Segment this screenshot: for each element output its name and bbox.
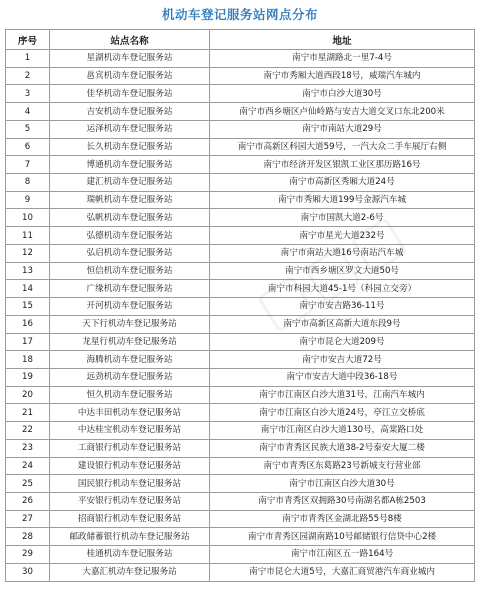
cell-station-name: 广缘机动车登记服务站 bbox=[50, 280, 210, 298]
cell-no: 18 bbox=[6, 351, 50, 369]
cell-no: 22 bbox=[6, 422, 50, 440]
cell-address: 南宁市秀厢大道199号金源汽车城 bbox=[210, 191, 475, 209]
cell-address: 南宁市安吉大道中段36-18号 bbox=[210, 368, 475, 386]
cell-address: 南宁市星湖路北一里7-4号 bbox=[210, 50, 475, 68]
table-row bbox=[6, 528, 475, 546]
cell-no: 6 bbox=[6, 138, 50, 156]
cell-address: 南宁市西乡塘区卢仙岭路与安吉大道交叉口东北200米 bbox=[210, 103, 475, 121]
cell-no: 28 bbox=[6, 528, 50, 546]
cell-no: 17 bbox=[6, 333, 50, 351]
table-row bbox=[6, 67, 475, 85]
table-row bbox=[6, 191, 475, 209]
table-row bbox=[6, 563, 475, 581]
cell-address: 南宁市高新区秀厢大道24号 bbox=[210, 174, 475, 192]
page-title: 机动车登记服务站网点分布 bbox=[161, 7, 318, 22]
cell-station-name: 弘帆机动车登记服务站 bbox=[50, 209, 210, 227]
cell-no: 24 bbox=[6, 457, 50, 475]
cell-station-name: 吉安机动车登记服务站 bbox=[50, 103, 210, 121]
cell-no: 15 bbox=[6, 298, 50, 316]
cell-no: 2 bbox=[6, 67, 50, 85]
table-row bbox=[6, 475, 475, 493]
cell-address: 南宁市昆仑大道5号，大嘉汇商贸港汽车商业城内 bbox=[210, 563, 475, 581]
cell-address: 南宁市江南区白沙大道30号 bbox=[210, 475, 475, 493]
cell-address: 南宁市南站大道16号南站汽车城 bbox=[210, 244, 475, 262]
cell-address: 南宁市科园大道45-1号（科园立交旁） bbox=[210, 280, 475, 298]
cell-station-name: 瑞帆机动车登记服务站 bbox=[50, 191, 210, 209]
cell-address: 南宁市国凯大道2-6号 bbox=[210, 209, 475, 227]
cell-station-name: 邮政储蓄银行机动车登记服务站 bbox=[50, 528, 210, 546]
cell-no: 11 bbox=[6, 227, 50, 245]
table-row bbox=[6, 333, 475, 351]
table-row bbox=[6, 120, 475, 138]
cell-station-name: 天下行机动车登记服务站 bbox=[50, 315, 210, 333]
table-row bbox=[6, 209, 475, 227]
cell-address: 南宁市青秀区民族大道38-2号泰安大厦二楼 bbox=[210, 439, 475, 457]
cell-address: 南宁市安吉路36-11号 bbox=[210, 298, 475, 316]
cell-address: 南宁市青秀区园湖南路10号邮储银行信贷中心2楼 bbox=[210, 528, 475, 546]
table-row bbox=[6, 244, 475, 262]
table-row bbox=[6, 174, 475, 192]
header-no: 序号 bbox=[6, 30, 50, 50]
table-row bbox=[6, 262, 475, 280]
cell-station-name: 建设银行机动车登记服务站 bbox=[50, 457, 210, 475]
cell-no: 20 bbox=[6, 386, 50, 404]
cell-station-name: 恒信机动车登记服务站 bbox=[50, 262, 210, 280]
cell-station-name: 长久机动车登记服务站 bbox=[50, 138, 210, 156]
cell-no: 12 bbox=[6, 244, 50, 262]
table-row bbox=[6, 85, 475, 103]
table-row bbox=[6, 351, 475, 369]
cell-no: 21 bbox=[6, 404, 50, 422]
cell-address: 南宁市江南区五一路164号 bbox=[210, 546, 475, 564]
cell-station-name: 弘德机动车登记服务站 bbox=[50, 227, 210, 245]
cell-no: 1 bbox=[6, 50, 50, 68]
cell-no: 30 bbox=[6, 563, 50, 581]
cell-station-name: 星湖机动车登记服务站 bbox=[50, 50, 210, 68]
cell-no: 23 bbox=[6, 439, 50, 457]
cell-station-name: 中达丰田机动车登记服务站 bbox=[50, 404, 210, 422]
cell-station-name: 平安银行机动车登记服务站 bbox=[50, 492, 210, 510]
cell-no: 10 bbox=[6, 209, 50, 227]
station-table bbox=[5, 29, 475, 582]
cell-address: 南宁市江南区白沙大道130号，高棠路口处 bbox=[210, 422, 475, 440]
cell-station-name: 开河机动车登记服务站 bbox=[50, 298, 210, 316]
cell-station-name: 桂通机动车登记服务站 bbox=[50, 546, 210, 564]
table-row bbox=[6, 546, 475, 564]
header-station-name: 站点名称 bbox=[50, 30, 210, 50]
cell-no: 14 bbox=[6, 280, 50, 298]
cell-station-name: 中达桂宝机动车登记服务站 bbox=[50, 422, 210, 440]
table-row bbox=[6, 422, 475, 440]
cell-no: 3 bbox=[6, 85, 50, 103]
cell-station-name: 国民银行机动车登记服务站 bbox=[50, 475, 210, 493]
cell-address: 南宁市昆仑大道209号 bbox=[210, 333, 475, 351]
cell-no: 26 bbox=[6, 492, 50, 510]
cell-address: 南宁市安吉大道72号 bbox=[210, 351, 475, 369]
cell-address: 南宁市白沙大道30号 bbox=[210, 85, 475, 103]
cell-station-name: 招商银行机动车登记服务站 bbox=[50, 510, 210, 528]
table-row bbox=[6, 439, 475, 457]
cell-address: 南宁市西乡塘区罗文大道50号 bbox=[210, 262, 475, 280]
cell-no: 5 bbox=[6, 120, 50, 138]
cell-station-name: 邕宾机动车登记服务站 bbox=[50, 67, 210, 85]
cell-no: 13 bbox=[6, 262, 50, 280]
cell-no: 25 bbox=[6, 475, 50, 493]
cell-station-name: 龙星行机动车登记服务站 bbox=[50, 333, 210, 351]
cell-station-name: 恒久机动车登记服务站 bbox=[50, 386, 210, 404]
cell-no: 27 bbox=[6, 510, 50, 528]
cell-address: 南宁市高新区科园大道59号，一汽大众二手车展厅右侧 bbox=[210, 138, 475, 156]
cell-station-name: 大嘉汇机动车登记服务站 bbox=[50, 563, 210, 581]
cell-address: 南宁市南站大道29号 bbox=[210, 120, 475, 138]
cell-address: 南宁市江南区白沙大道24号，亭江立交桥底 bbox=[210, 404, 475, 422]
cell-station-name: 建汇机动车登记服务站 bbox=[50, 174, 210, 192]
cell-address: 南宁市经济开发区银凯工业区那历路16号 bbox=[210, 156, 475, 174]
cell-address: 南宁市高新区高新大道东段9号 bbox=[210, 315, 475, 333]
cell-address: 南宁市秀厢大道西段18号，威瑞汽车城内 bbox=[210, 67, 475, 85]
cell-station-name: 运泽机动车登记服务站 bbox=[50, 120, 210, 138]
cell-station-name: 博通机动车登记服务站 bbox=[50, 156, 210, 174]
cell-station-name: 远劲机动车登记服务站 bbox=[50, 368, 210, 386]
table-row bbox=[6, 492, 475, 510]
table-row bbox=[6, 368, 475, 386]
table-row bbox=[6, 138, 475, 156]
cell-no: 16 bbox=[6, 315, 50, 333]
cell-address: 南宁市青秀区东葛路23号新城支行营业部 bbox=[210, 457, 475, 475]
cell-no: 29 bbox=[6, 546, 50, 564]
cell-no: 9 bbox=[6, 191, 50, 209]
cell-address: 南宁市青秀区金湖北路55号8楼 bbox=[210, 510, 475, 528]
table-row bbox=[6, 50, 475, 68]
cell-address: 南宁市星光大道232号 bbox=[210, 227, 475, 245]
cell-no: 8 bbox=[6, 174, 50, 192]
cell-no: 4 bbox=[6, 103, 50, 121]
table-row bbox=[6, 156, 475, 174]
table-row bbox=[6, 103, 475, 121]
header-address: 地址 bbox=[210, 30, 475, 50]
table-row bbox=[6, 298, 475, 316]
table-row bbox=[6, 227, 475, 245]
table-body bbox=[6, 50, 475, 582]
table-row bbox=[6, 457, 475, 475]
table-row bbox=[6, 510, 475, 528]
table-row bbox=[6, 386, 475, 404]
table-row bbox=[6, 315, 475, 333]
cell-address: 南宁市青秀区双拥路30号南湖名都A栋2503 bbox=[210, 492, 475, 510]
table-header-row bbox=[6, 30, 475, 50]
cell-station-name: 佳华机动车登记服务站 bbox=[50, 85, 210, 103]
cell-no: 7 bbox=[6, 156, 50, 174]
table-row bbox=[6, 404, 475, 422]
cell-station-name: 工商银行机动车登记服务站 bbox=[50, 439, 210, 457]
cell-no: 19 bbox=[6, 368, 50, 386]
table-row bbox=[6, 280, 475, 298]
cell-address: 南宁市江南区白沙大道31号，江南汽车城内 bbox=[210, 386, 475, 404]
cell-station-name: 弘启机动车登记服务站 bbox=[50, 244, 210, 262]
cell-station-name: 海腾机动车登记服务站 bbox=[50, 351, 210, 369]
